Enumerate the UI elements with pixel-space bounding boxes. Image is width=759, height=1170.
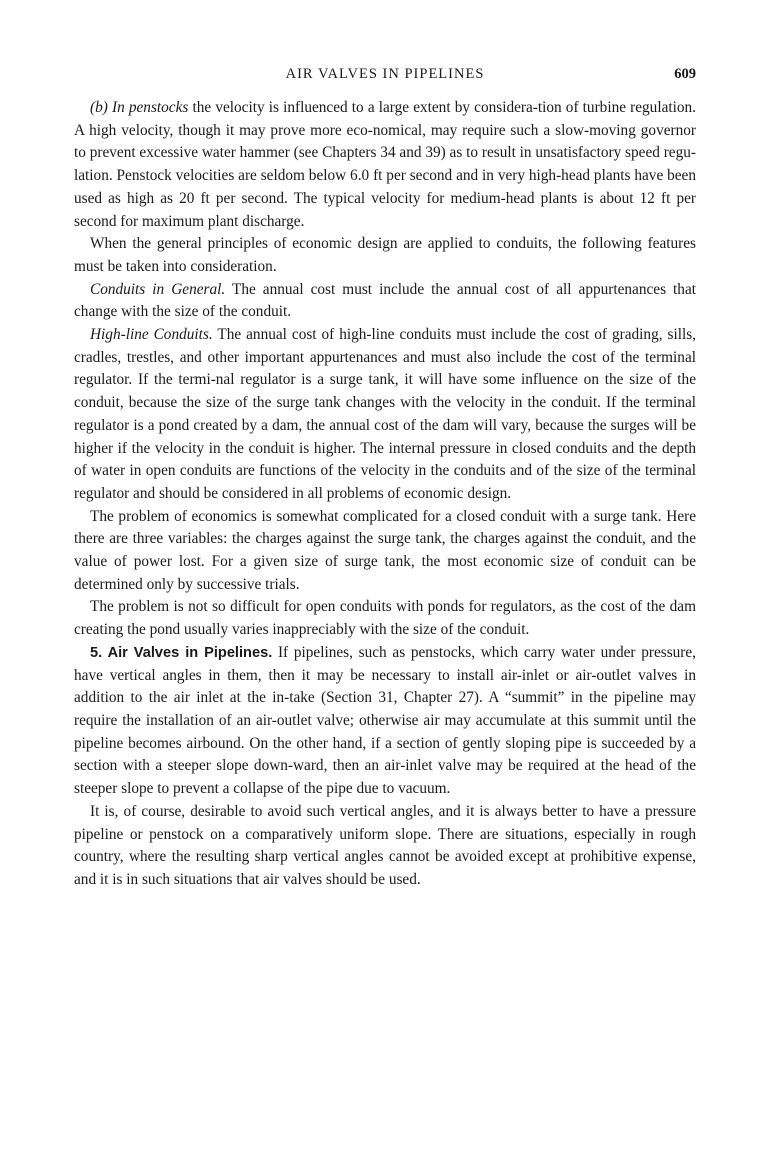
paragraph-text: the velocity is influenced to a large extent by considera-tion of turbine regulation. A high velocity, though it may prove more eco-nomical, may require such a slow-moving governor to prevent excessive water hammer (see Chapters 34 and 39) as to result in unsatisfactory speed regu-lation. Penstock velocities are seldom below 6.0 ft per second and in very high-head plants have been used as high as 20 ft per second. The typical velocity for medium-head plants is about 12 ft per second for maximum plant discharge. bbox=[74, 99, 696, 230]
paragraph-open-conduits bbox=[74, 596, 696, 641]
run-in-heading: Conduits in General. bbox=[90, 280, 226, 298]
run-in-heading: (b) In penstocks bbox=[90, 99, 189, 116]
page-number: 609 bbox=[674, 66, 696, 82]
paragraph-surge-tank-economics bbox=[74, 506, 696, 597]
run-in-heading: High-line Conduits. bbox=[90, 326, 213, 344]
paragraph-vertical-angles bbox=[74, 801, 696, 892]
paragraph-text: The annual cost of high-line conduits must include the cost of grading, sills, cradles, trestles, and other important appurtenances and must also include the cost of the terminal regulator. If the termi-nal regulator is a surge tank, it will have some influence on the size of the conduit, because the size of the surge tank changes with the velocity in the conduit. If the terminal regulator is a pond created by a dam, the annual cost of the dam will vary, because the surges will be higher if the velocity in the conduit is higher. The internal pressure in closed conduits and the depth of water in open conduits are functions of the velocity in the conduits and of the size of the terminal regulator and should be considered in all problems of economic design. bbox=[74, 326, 696, 502]
paragraph-air-valves bbox=[74, 642, 696, 801]
paragraph-text: It is, of course, desirable to avoid such vertical angles, and it is always better to have a pressure pipeline or penstock on a comparatively uniform slope. There are situations, especially in rough country, where the resulting sharp vertical angles cannot be avoided except at prohibitive expense, and it is in such situations that air valves should be used. bbox=[74, 802, 696, 888]
paragraph-text: The annual cost must include the annual cost of all appurtenances that change with the size of the conduit. bbox=[74, 280, 696, 321]
running-head bbox=[74, 66, 696, 86]
paragraph-general-principles bbox=[74, 233, 696, 278]
paragraph-text: When the general principles of economic design are applied to conduits, the following features must be taken into consideration. bbox=[74, 235, 696, 275]
paragraph-text: If pipelines, such as penstocks, which carry water under pressure, have vertical angles in them, then it may be necessary to install air-inlet or air-outlet valves in addition to the air inlet at the in-take (Section 31, Chapter 27). A “summit” in the pipeline may require the installation of an air-outlet valve; otherwise air may accumulate at this summit until the pipeline becomes airbound. On the other hand, if a section of gently sloping pipe is succeeded by a section with a steeper slope down-ward, then an air-inlet valve may be required at the head of the steeper slope to prevent a collapse of the pipe due to vacuum. bbox=[74, 643, 696, 798]
paragraph-text: The problem of economics is somewhat complicated for a closed conduit with a surge tank. Here there are three variables: the charges against the surge tank, the charges against the conduit, and the value of power lost. For a given size of surge tank, the most economic size of conduit can be determined only by successive trials. bbox=[74, 507, 696, 593]
running-title: AIR VALVES IN PIPELINES bbox=[285, 66, 485, 82]
paragraph-penstocks bbox=[74, 97, 696, 233]
body-text bbox=[74, 97, 696, 892]
paragraph-text: The problem is not so difficult for open conduits with ponds for regulators, as the cost of the dam creating the pond usually varies inappreciably with the size of the conduit. bbox=[74, 598, 696, 639]
paragraph-high-line-conduits bbox=[74, 324, 696, 506]
section-heading: 5. Air Valves in Pipelines. bbox=[90, 644, 273, 661]
paragraph-conduits-in-general bbox=[74, 279, 696, 324]
